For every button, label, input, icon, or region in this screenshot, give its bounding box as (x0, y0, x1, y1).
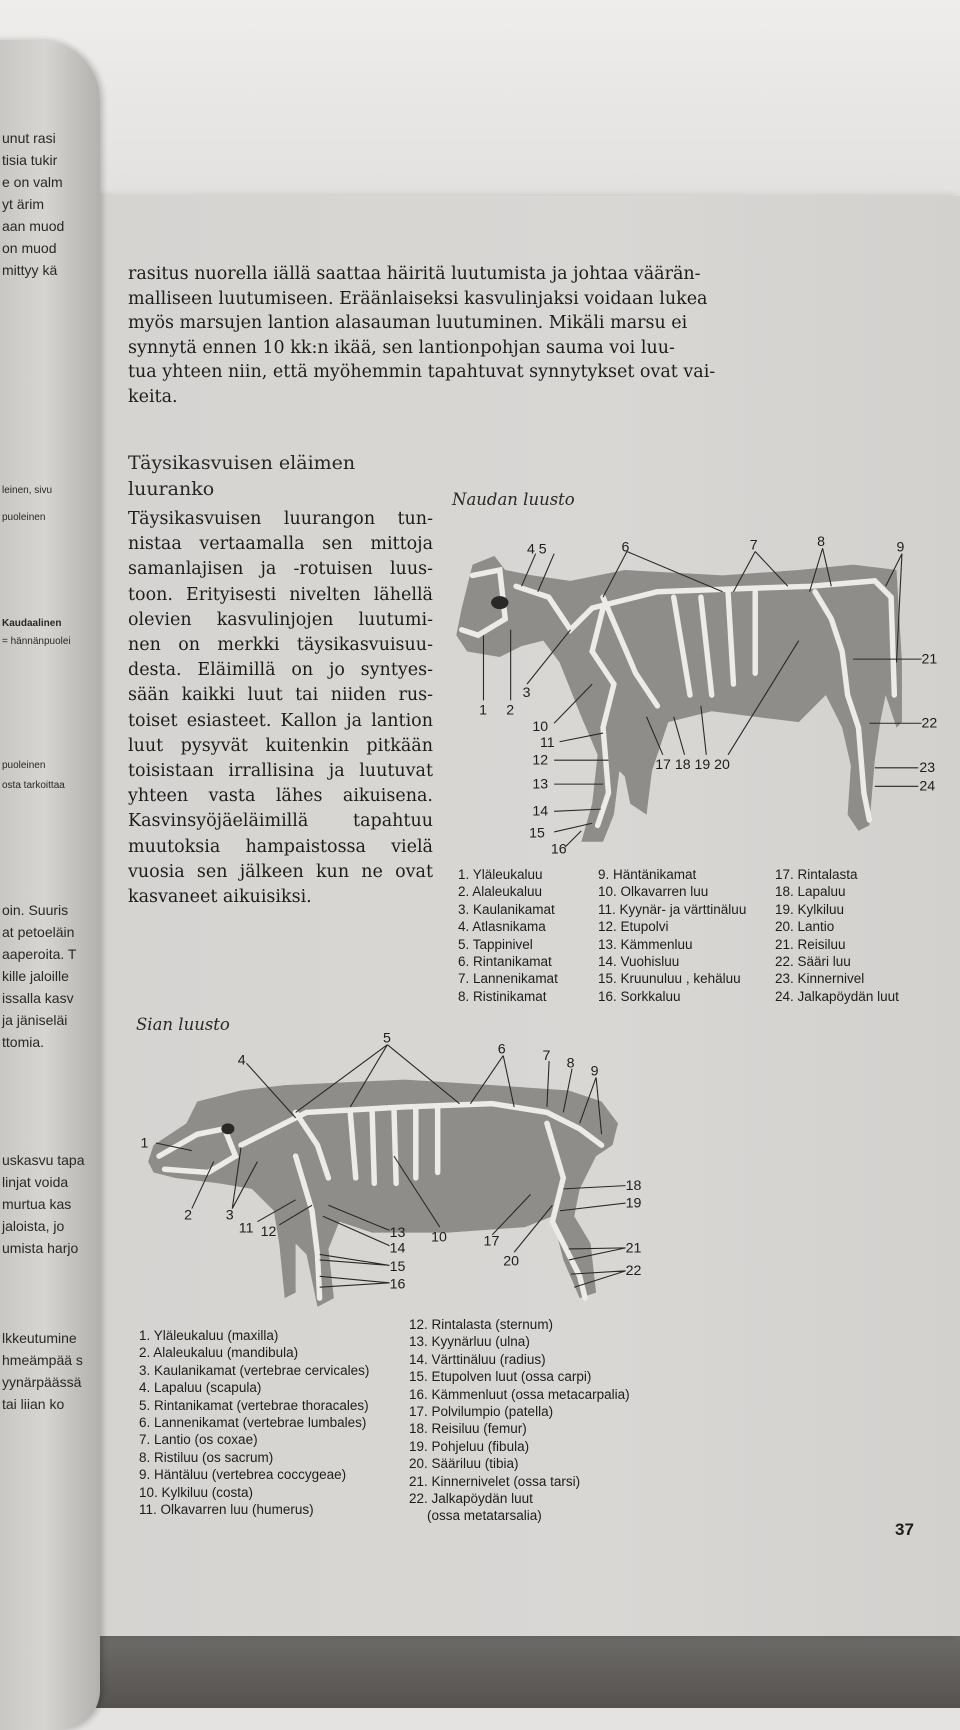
paragraph-line: malliseen luutumiseen. Eräänlaiseksi kasvulinjaksi voidaan lukea (128, 288, 708, 309)
paragraph-line: toiset esiasteet. Kallon ja lantion (128, 710, 433, 731)
paragraph-line: sään kaikki luut tai niiden rus- (128, 685, 433, 706)
cow-label: 12 (532, 751, 549, 768)
pig-legend-col2 (409, 1316, 630, 1525)
legend-item: 2. Alaleukaluu (458, 884, 543, 900)
cow-label: 14 (532, 802, 549, 819)
cow-label: 22 (921, 714, 938, 731)
cow-label: 13 (532, 775, 549, 792)
legend-item: 1. Yläleukaluu (maxilla) (139, 1328, 279, 1343)
pig-label: 16 (389, 1276, 406, 1293)
legend-item: 18. Lapaluu (775, 884, 846, 900)
legend-item: 13. Kyynärluu (ulna) (409, 1334, 530, 1350)
heading-line: luuranko (128, 478, 215, 500)
cow-label: 1 (479, 701, 487, 718)
left-page-text-fragment: e on valm (2, 174, 63, 190)
cow-label: 6 (621, 538, 630, 555)
left-page-edge (0, 40, 100, 1730)
paragraph-line: vuosia sen jälkeen kun ne ovat (128, 861, 433, 882)
pig-eye-socket (221, 1123, 234, 1134)
cow-label: 4 5 (526, 540, 547, 557)
paragraph-line: desta. Eläimillä on jo syntyes- (128, 660, 433, 681)
left-page-text-fragment: hmeämpää s (2, 1352, 83, 1368)
legend-item: 17. Polvilumpio (patella) (409, 1404, 554, 1420)
paragraph-line: myös marsujen lantion alasauman luutuminen. Mikäli marsu ei (128, 313, 688, 333)
pig-label: 9 (590, 1063, 599, 1080)
cow-label: 2 (506, 701, 515, 718)
legend-item: 4. Lapaluu (scapula) (139, 1380, 262, 1396)
cow-label: 8 (817, 533, 826, 550)
cow-caption: Naudan luusto (452, 490, 575, 509)
pig-label: 19 (625, 1195, 642, 1212)
cow-label: 3 (522, 684, 531, 701)
paragraph-line: tua yhteen niin, että myöhemmin tapahtuvat synnytykset ovat vai- (128, 362, 716, 382)
legend-item: 7. Lannenikamat (458, 971, 558, 987)
left-page-text-fragment: on muod (2, 240, 57, 256)
left-page-text-fragment: issalla kasv (2, 990, 74, 1006)
left-page-text-fragment: puoleinen (2, 760, 46, 771)
left-page-text-fragment: aan muod (2, 218, 65, 234)
legend-item: 10. Olkavarren luu (598, 884, 709, 900)
pig-skeleton-diagram (131, 1025, 646, 1320)
paragraph-line: toon. Erityisesti nivelten lähellä (128, 584, 433, 605)
pig-caption: Sian luusto (136, 1015, 230, 1034)
legend-item: 15. Kruunuluu , kehäluu (598, 971, 741, 987)
legend-item: 14. Värttinäluu (radius) (409, 1351, 546, 1367)
paragraph-line: kasvaneet aikuisiksi. (128, 887, 312, 908)
paragraph-line: Täysikasvuisen luurangon tun- (128, 509, 433, 529)
page-number: 37 (895, 1520, 914, 1539)
legend-item: 11. Olkavarren luu (humerus) (139, 1502, 314, 1518)
legend-item: 21. Reisiluu (775, 936, 846, 952)
legend-item: 8. Ristinikamat (458, 988, 547, 1004)
left-page-text-fragment: umista harjo (2, 1240, 79, 1256)
legend-item: 10. Kylkiluu (costa) (139, 1484, 254, 1500)
cow-label: 17 18 19 20 (655, 755, 730, 772)
cow-skeleton-diagram (440, 525, 940, 865)
paragraph-line: luut pysyvät kuitenkin pitkään (128, 735, 433, 756)
left-page-text-fragment: uskasvu tapa (2, 1152, 85, 1168)
pig-label: 11 (238, 1220, 254, 1237)
legend-item: 12. Etupolvi (598, 919, 669, 935)
heading-line: Täysikasvuisen eläimen (128, 452, 356, 474)
cow-label: 9 (896, 538, 905, 555)
cow-legend-col3 (775, 866, 899, 1005)
cow-label: 7 (749, 536, 758, 553)
left-page-text-fragment: Kaudaalinen (2, 618, 62, 629)
left-page-text-fragment: tisia tukir (2, 152, 58, 168)
cow-label: 21 (921, 650, 938, 667)
left-page-text-fragment: = hännänpuolei (2, 636, 71, 647)
left-page-text-fragment: aaperoita. T (2, 946, 77, 962)
legend-item: 23. Kinnernivel (775, 971, 865, 987)
left-page-text-fragment: ja jäniseläi (2, 1012, 68, 1028)
legend-item: 20. Sääriluu (tibia) (409, 1456, 519, 1472)
pig-label: 10 (431, 1229, 447, 1246)
left-page-text-fragment: linjat voida (2, 1174, 69, 1190)
paragraph-line: nistaa vertaamalla sen mittoja (128, 534, 433, 555)
paragraph-line: nen on merkki täysikasvuisuu- (128, 635, 433, 656)
pig-label: 18 (625, 1177, 642, 1194)
paragraph-line: toisistaan irrallisina ja luutuvat (128, 761, 433, 782)
intro-paragraph (128, 262, 716, 409)
section-heading (128, 450, 355, 502)
legend-item: 13. Kämmenluu (598, 936, 693, 952)
paragraph-line: Kasvinsyöjäeläimillä tapahtuu (128, 811, 433, 832)
legend-item: 11. Kyynär- ja värttinäluu (598, 901, 747, 917)
pig-label: 3 (225, 1207, 234, 1224)
pig-label: 4 (237, 1052, 246, 1069)
legend-item: 24. Jalkapöydän luut (775, 988, 899, 1004)
legend-item: 4. Atlasnikama (458, 919, 546, 935)
legend-item: 22. Sääri luu (775, 954, 851, 970)
paragraph-line: muutoksia hampaistossa vielä (128, 836, 433, 857)
legend-item: 19. Kylkiluu (775, 901, 845, 917)
cow-label: 11 (540, 734, 555, 751)
pig-label: 21 (625, 1240, 642, 1257)
legend-item: 8. Ristiluu (os sacrum) (139, 1449, 274, 1465)
cow-label: 15 (529, 824, 545, 841)
legend-item: 1. Yläleukaluu (458, 867, 543, 882)
left-page-text-fragment: at petoeläin (2, 924, 75, 940)
legend-item: 20. Lantio (775, 919, 835, 935)
legend-item: 14. Vuohisluu (598, 954, 680, 970)
legend-item: 12. Rintalasta (sternum) (409, 1317, 554, 1332)
left-page-text-fragment: yt ärim (2, 196, 44, 212)
pig-label: 2 (184, 1207, 193, 1224)
pig-label: 8 (566, 1055, 575, 1072)
left-page-text-fragment: unut rasi (2, 130, 56, 146)
pig-label: 1 (140, 1135, 149, 1152)
cow-label: 16 (550, 840, 567, 857)
legend-item: 22. Jalkapöydän luut (409, 1491, 533, 1507)
legend-item: 6. Rintanikamat (458, 954, 552, 970)
left-page-text-fragment: jaloista, jo (2, 1218, 65, 1234)
legend-item: 9. Häntänikamat (598, 867, 697, 882)
cow-label: 23 (919, 759, 936, 776)
cow-legend-col2 (598, 866, 746, 1005)
left-page-text-fragment: murtua kas (2, 1196, 72, 1212)
pig-legend-col1 (139, 1327, 369, 1518)
background-top (0, 0, 960, 200)
left-page-text-fragment: ttomia. (2, 1034, 45, 1050)
left-page-text-fragment: kille jaloille (2, 968, 69, 984)
legend-item: 15. Etupolven luut (ossa carpi) (409, 1369, 592, 1385)
left-page-text-fragment: puoleinen (2, 512, 46, 523)
cow-legend-col1 (458, 866, 558, 1005)
pig-label: 6 (497, 1041, 506, 1058)
left-page-text-fragment: lkkeutumine (2, 1330, 77, 1346)
legend-item: 16. Kämmenluut (ossa metacarpalia) (409, 1386, 630, 1402)
legend-item: 3. Kaulanikamat (458, 901, 555, 917)
legend-item: 17. Rintalasta (775, 867, 858, 882)
pig-label: 13 (389, 1224, 406, 1241)
paragraph-line: keita. (128, 386, 178, 407)
pig-label: 5 (383, 1030, 391, 1047)
pig-label: 14 (389, 1240, 406, 1257)
legend-item: 18. Reisiluu (femur) (409, 1421, 527, 1437)
left-page-text-fragment: oin. Suuris (2, 902, 69, 918)
legend-item: 2. Alaleukaluu (mandibula) (139, 1345, 299, 1361)
legend-item: 21. Kinnernivelet (ossa tarsi) (409, 1473, 581, 1489)
left-page-text-fragment: osta tarkoittaa (2, 780, 65, 791)
legend-item: 3. Kaulanikamat (vertebrae cervicales) (139, 1362, 370, 1378)
cow-eye-socket (491, 596, 508, 609)
legend-item: 9. Häntäluu (vertebrea coccygeae) (139, 1467, 347, 1483)
left-page-text-fragment: mittyy kä (2, 262, 58, 278)
cow-label: 24 (919, 777, 936, 794)
pig-label: 15 (389, 1258, 406, 1275)
paragraph-line: rasitus nuorella iällä saattaa häiritä luutumista ja johtaa väärän- (128, 264, 701, 284)
pig-label: 7 (542, 1047, 551, 1064)
left-page-text-fragment: yynärpäässä (2, 1374, 82, 1390)
legend-item: 6. Lannenikamat (vertebrae lumbales) (139, 1415, 367, 1431)
cow-label: 10 (532, 717, 549, 734)
paragraph-line: synnytä ennen 10 kk:n ikää, sen lantionpohjan sauma voi luu- (128, 337, 675, 358)
pig-label: 17 (483, 1233, 500, 1250)
pig-label: 12 (260, 1223, 277, 1240)
paragraph-line: olevien kasvulinjojen luutumi- (128, 609, 433, 630)
left-page-text-fragment: leinen, sivu (2, 485, 53, 496)
legend-item: 16. Sorkkaluu (598, 988, 681, 1004)
paragraph-line: samanlajisen ja -rotuisen luus- (128, 559, 433, 580)
legend-item: (ossa metatarsalia) (427, 1508, 542, 1524)
section-text (128, 507, 433, 910)
left-page-text-fragment: tai liian ko (2, 1396, 65, 1412)
pig-label: 20 (503, 1253, 520, 1270)
legend-item: 5. Tappinivel (458, 936, 533, 952)
paragraph-line: yhteen vasta lähes aikuisena. (128, 786, 433, 807)
legend-item: 5. Rintanikamat (vertebrae thoracales) (139, 1397, 369, 1413)
pig-label: 22 (625, 1263, 642, 1280)
legend-item: 7. Lantio (os coxae) (139, 1432, 258, 1448)
legend-item: 19. Pohjeluu (fibula) (409, 1438, 530, 1454)
